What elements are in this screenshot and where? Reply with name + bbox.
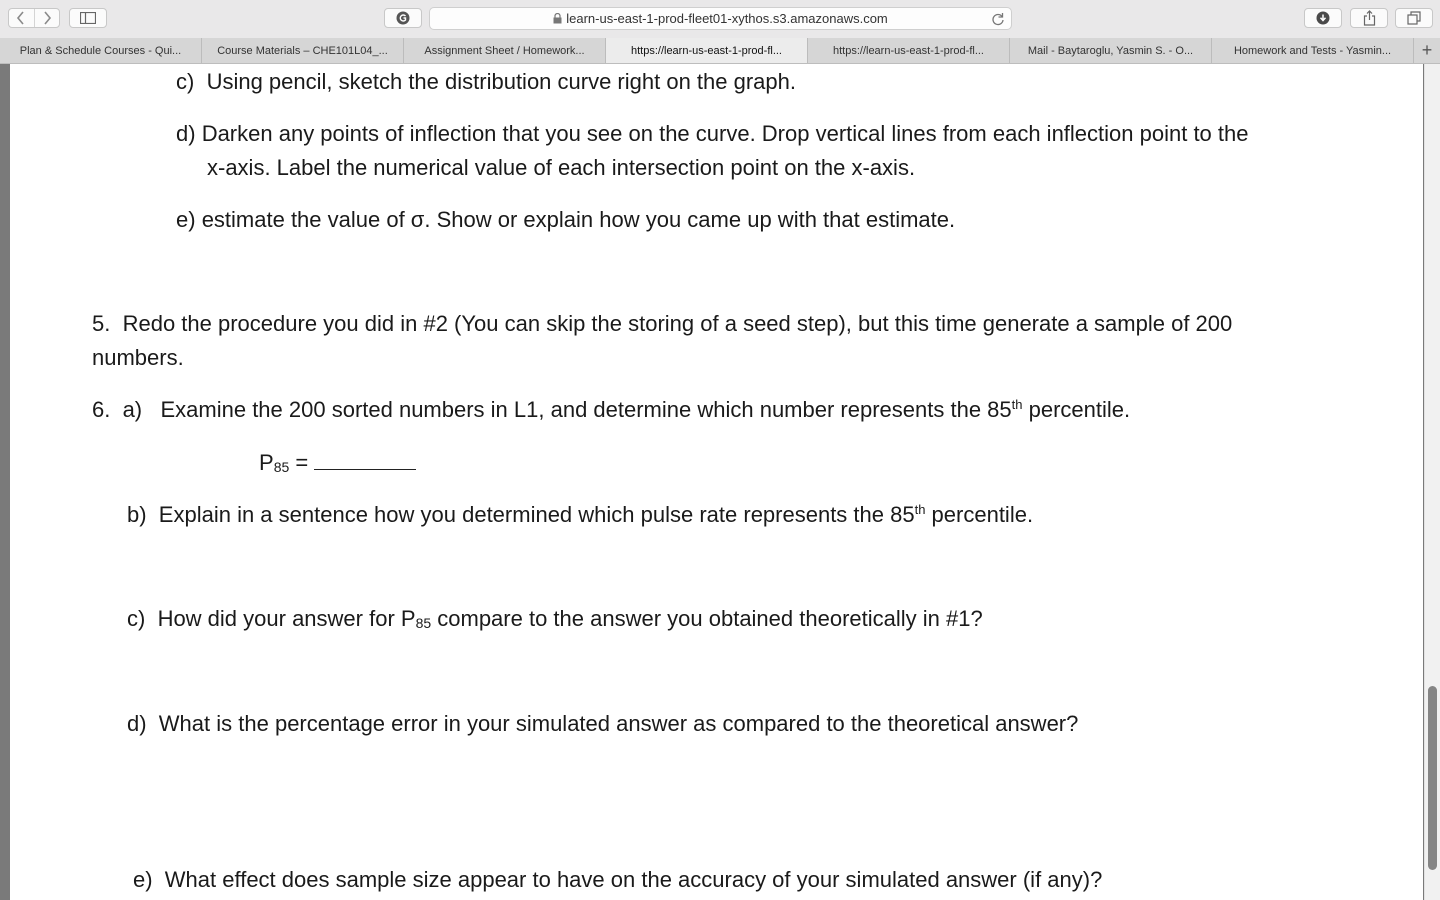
- tab-assignment-sheet[interactable]: Assignment Sheet / Homework...: [404, 38, 606, 63]
- reload-button[interactable]: [991, 11, 1005, 30]
- back-button[interactable]: [9, 9, 34, 27]
- reload-icon: [991, 12, 1005, 26]
- item-label: e): [176, 207, 196, 232]
- address-bar[interactable]: [429, 7, 1012, 30]
- grammarly-icon: [396, 11, 410, 25]
- item-label: c): [127, 606, 146, 631]
- tab-active-document[interactable]: https://learn-us-east-1-prod-fl...: [606, 38, 808, 63]
- item-text: x-axis. Label the numerical value of each intersection point on the x-axis.: [207, 155, 916, 180]
- show-tabs-button[interactable]: [1395, 8, 1433, 28]
- tabs-overview-icon: [1407, 11, 1421, 25]
- question-4d-continued: [207, 155, 915, 181]
- question-6b: [127, 502, 1033, 528]
- item-label: d): [127, 711, 147, 736]
- question-6c: [127, 606, 983, 632]
- item-text-end: compare to the answer you obtained theoretically in #1?: [431, 606, 983, 631]
- question-4c: [176, 69, 796, 95]
- question-6a: [92, 397, 1130, 423]
- tab-plan-schedule[interactable]: Plan & Schedule Courses - Qui...: [0, 38, 202, 63]
- p85-subscript: 85: [273, 459, 290, 475]
- item-text: Explain in a sentence how you determined which pulse rate represents the 85: [158, 502, 915, 527]
- item-text: Using pencil, sketch the distribution curve right on the graph.: [206, 69, 796, 94]
- tab-mail[interactable]: Mail - Baytaroglu, Yasmin S. - O...: [1010, 38, 1212, 63]
- answer-blank: [314, 455, 416, 470]
- item-text: Darken any points of inflection that you see on the curve. Drop vertical lines from each inflection point to the: [201, 121, 1249, 146]
- lock-icon: [553, 13, 562, 24]
- item-label: d): [176, 121, 196, 146]
- item-label: b): [127, 502, 147, 527]
- item-text: estimate the value of σ. Show or explain how you came up with that estimate.: [201, 207, 956, 232]
- item-text: numbers.: [92, 345, 184, 370]
- tab-homework-tests[interactable]: Homework and Tests - Yasmin...: [1212, 38, 1414, 63]
- ordinal-suffix: th: [1011, 397, 1023, 412]
- question-5-continued: [92, 345, 184, 371]
- share-button[interactable]: [1350, 8, 1388, 28]
- question-4e: [176, 207, 955, 233]
- url-text: learn-us-east-1-prod-fleet01-xythos.s3.amazonaws.com: [566, 11, 888, 26]
- chevron-left-icon: [16, 11, 26, 25]
- new-tab-button[interactable]: +: [1421, 40, 1433, 60]
- forward-button[interactable]: [34, 9, 60, 27]
- item-text: What effect does sample size appear to have on the accuracy of your simulated answer (if any)?: [164, 867, 1103, 892]
- question-4d: [176, 121, 1248, 147]
- item-text: Examine the 200 sorted numbers in L1, and determine which number represents the 85: [160, 397, 1012, 422]
- browser-toolbar: [0, 0, 1440, 39]
- ordinal-suffix: th: [914, 502, 926, 517]
- share-icon: [1363, 10, 1376, 26]
- item-label: 5.: [92, 311, 111, 336]
- tab-bar: [0, 38, 1440, 64]
- question-5: [92, 311, 1232, 337]
- item-text: Redo the procedure you did in #2 (You can skip the storing of a seed step), but this time generate a sample of 200: [122, 311, 1233, 336]
- item-label: e): [133, 867, 153, 892]
- p85-subscript: 85: [415, 615, 432, 631]
- scrollbar-thumb[interactable]: [1428, 686, 1437, 870]
- download-icon: [1316, 11, 1330, 25]
- downloads-button[interactable]: [1304, 8, 1342, 28]
- extension-button[interactable]: [384, 8, 422, 28]
- equals-sign: =: [289, 450, 315, 475]
- tab-course-materials[interactable]: Course Materials – CHE101L04_...: [202, 38, 404, 63]
- tab-learn-prod[interactable]: https://learn-us-east-1-prod-fl...: [808, 38, 1010, 63]
- chevron-right-icon: [42, 11, 52, 25]
- item-text: How did your answer for P: [157, 606, 416, 631]
- question-6e: [133, 867, 1102, 893]
- item-text: What is the percentage error in your simulated answer as compared to the theoretical answer?: [158, 711, 1079, 736]
- document-page: [10, 64, 1423, 900]
- item-text-end: percentile.: [1022, 397, 1131, 422]
- p85-answer-line: [259, 450, 416, 476]
- question-6d: [127, 711, 1078, 737]
- item-text-end: percentile.: [925, 502, 1034, 527]
- item-label: 6. a): [92, 397, 143, 422]
- item-label: c): [176, 69, 195, 94]
- nav-buttons: [8, 8, 60, 28]
- sidebar-toggle-button[interactable]: [69, 8, 107, 28]
- sidebar-icon: [80, 12, 96, 24]
- p85-symbol: P: [259, 450, 274, 475]
